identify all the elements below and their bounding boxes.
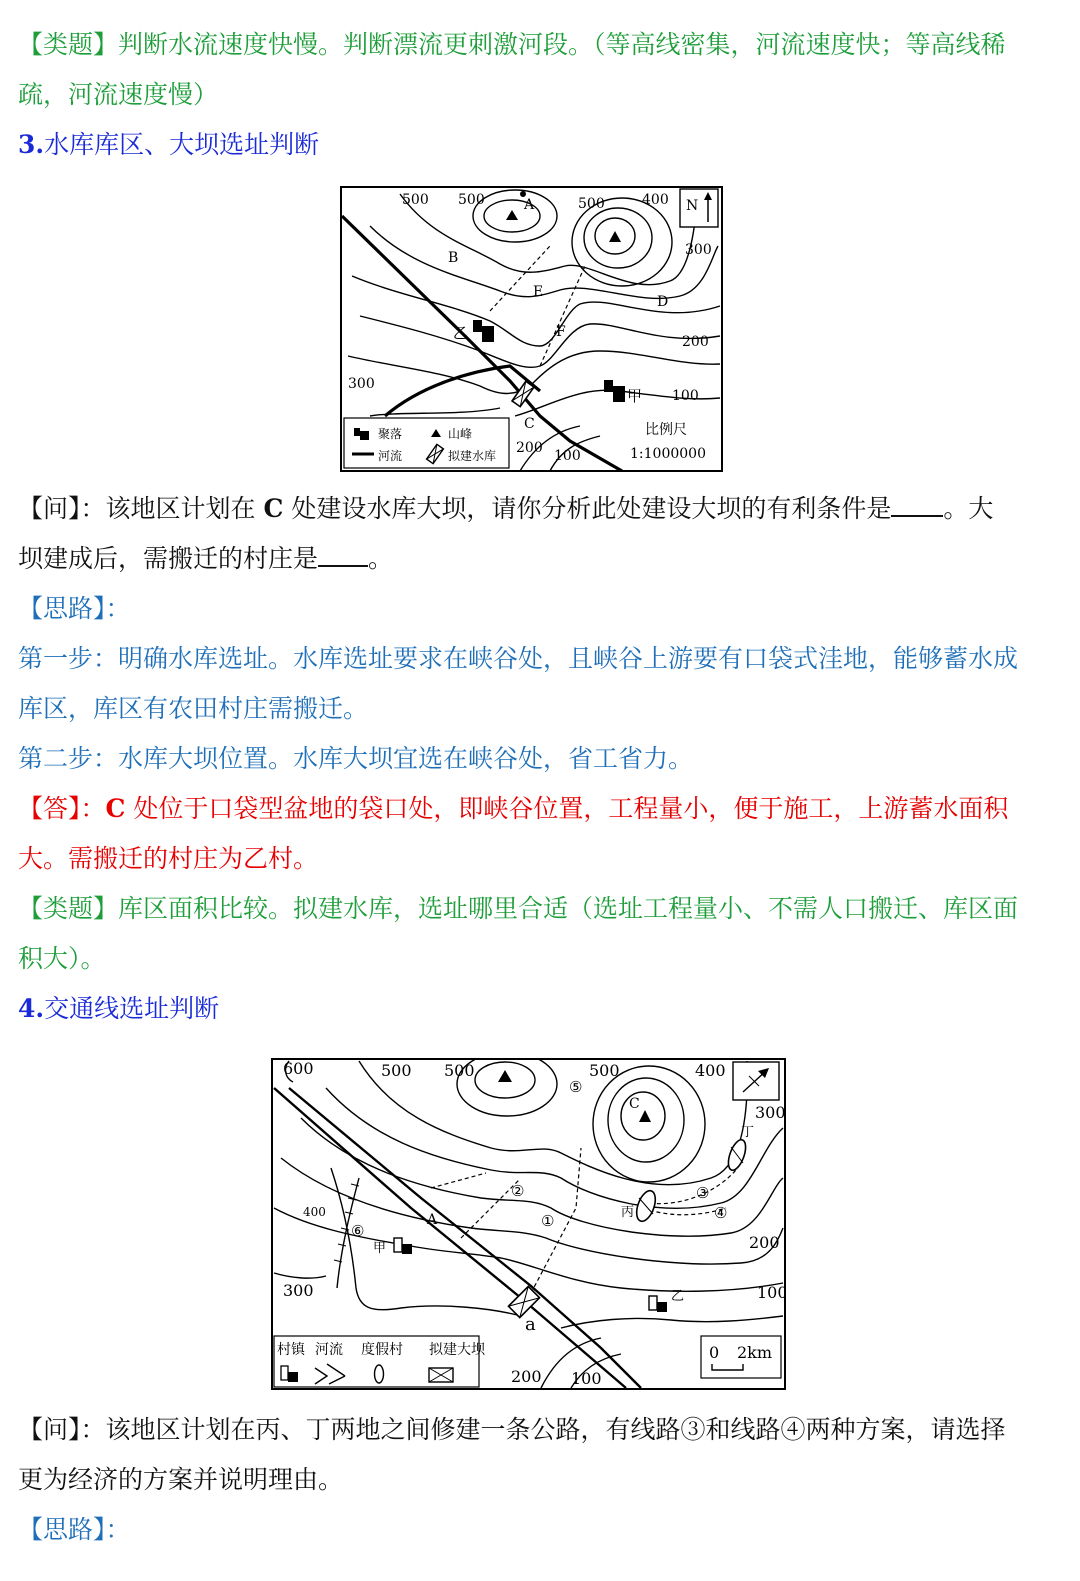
leitai-line-1 (18, 884, 1050, 934)
legend-label: 山峰 (448, 427, 473, 441)
point-label: C (629, 1096, 640, 1112)
silu-colon: ： (105, 1515, 131, 1544)
point-label: B (448, 250, 459, 266)
scale-value: 2km (737, 1343, 773, 1362)
answer-text: 大。需搬迁的村庄为乙村。 (18, 844, 319, 873)
step-text: 第一步：明确水库选址。水库选址要求在峡谷处，且峡谷上游要有口袋式洼地，能够蓄水成 (18, 644, 1019, 673)
contour-label: 100 (757, 1283, 786, 1302)
contour-label: 200 (682, 334, 709, 350)
leitai-line-2 (18, 934, 1050, 984)
resort-icon (375, 1365, 384, 1383)
leitai-line-2 (18, 70, 1050, 120)
legend-label: 聚落 (378, 427, 403, 441)
village-label: 乙 (453, 324, 469, 342)
question-text: 。 (368, 544, 394, 573)
question-text: ：该地区计划在丙、丁两地之间修建一条公路，有线路③和线路④两种方案，请选择 (80, 1415, 1006, 1444)
contour-label: 200 (749, 1233, 780, 1252)
silu-colon: ： (105, 594, 131, 623)
contour-label: 500 (589, 1061, 620, 1080)
answer-text: C (105, 794, 126, 823)
contour-label: 300 (685, 242, 712, 258)
question-text: C (263, 494, 284, 523)
answer-line-1 (18, 784, 1050, 834)
contour-label: 600 (283, 1059, 314, 1078)
answer-tag: 【答】 (18, 794, 81, 823)
contour-label: 400 (303, 1205, 326, 1219)
point-label: D (657, 294, 669, 310)
question-line-1 (18, 1405, 1050, 1455)
village-label: 乙 (671, 1289, 685, 1304)
question-text: 坝建成后，需搬迁的村庄是 (18, 544, 319, 573)
section-number: 3. (18, 130, 45, 159)
village-label: 甲 (627, 387, 643, 405)
point-label: C (524, 416, 535, 432)
leitai-tag: 【类题】 (18, 30, 119, 59)
leitai-text: 积大）。 (18, 944, 106, 973)
contour-label: 400 (642, 192, 669, 208)
legend-label: 河流 (315, 1342, 343, 1358)
point-label: A (524, 197, 535, 213)
silu-tag: 【思路】 (18, 1515, 106, 1544)
contour-label: 500 (578, 196, 605, 212)
silu-tag: 【思路】 (18, 594, 106, 623)
scale-value: 1:1000000 (630, 446, 706, 462)
scale-title: 比例尺 (645, 422, 687, 438)
village-label: 甲 (373, 1241, 387, 1256)
step1-line-2 (18, 684, 1050, 734)
village-label: 丙 (621, 1205, 635, 1220)
route-label: ⑤ (569, 1078, 583, 1096)
legend-label: 河流 (378, 449, 403, 463)
step-text: 库区，库区有农田村庄需搬迁。 (18, 694, 369, 723)
leitai-text: 判断水流速度快慢。判断漂流更刺激河段。（等高线密集，河流速度快；等高线稀 (118, 30, 1006, 59)
village-label: 丁 (741, 1125, 755, 1140)
question-text: ：该地区计划在 (80, 494, 264, 523)
legend-label: 拟建水库 (448, 449, 497, 463)
route-label: ④ (714, 1204, 728, 1222)
north-label: N (686, 198, 699, 214)
question-tag: 【问】 (18, 494, 81, 523)
contour-label: 100 (672, 388, 699, 404)
road-route-contour-map (271, 1058, 786, 1390)
section-4-heading (18, 984, 1050, 1034)
step1-line-1 (18, 634, 1050, 684)
section-number: 4. (18, 994, 45, 1023)
contour-label: 300 (348, 376, 375, 392)
question-text: 。大 (943, 494, 994, 523)
answer-text: 处位于口袋型盆地的袋口处，即峡谷位置，工程量小，便于施工，上游蓄水面积 (125, 794, 1009, 823)
contour-label: 300 (755, 1103, 786, 1122)
answer-line-2 (18, 834, 1050, 884)
route-label: ③ (696, 1184, 710, 1202)
contour-label: 400 (695, 1061, 726, 1080)
legend-label: 拟建大坝 (429, 1342, 485, 1358)
section-title: 水库库区、大坝选址判断 (44, 130, 320, 159)
section-3-heading (18, 120, 1050, 170)
question-line-2 (18, 1455, 1050, 1505)
contour-label: 500 (402, 192, 429, 208)
question-text: 处建设水库大坝，请你分析此处建设大坝的有利条件是 (283, 494, 892, 523)
section-title: 交通线选址判断 (44, 994, 220, 1023)
legend-label: 村镇 (277, 1342, 305, 1358)
answer-blank[interactable] (318, 565, 368, 567)
question-text: 更为经济的方案并说明理由。 (18, 1465, 344, 1494)
contour-label: 500 (444, 1061, 475, 1080)
step2-line (18, 734, 1050, 784)
leitai-text: 疏，河流速度慢） (18, 80, 219, 109)
contour-label: 200 (511, 1367, 542, 1386)
route-label: ① (541, 1212, 555, 1230)
leitai-text: 库区面积比较。拟建水库，选址哪里合适（选址工程量小、不需人口搬迁、库区面 (118, 894, 1019, 923)
answer-blank[interactable] (891, 515, 943, 517)
leitai-line-1 (18, 20, 1050, 70)
question-line-1 (18, 484, 1050, 534)
contour-label: 500 (458, 192, 485, 208)
contour-label: 200 (516, 440, 543, 456)
answer-text: ： (80, 794, 106, 823)
scale-zero: 0 (709, 1343, 720, 1362)
question-line-2 (18, 534, 1050, 584)
point-label: a (525, 1314, 536, 1335)
settlement-icon (354, 428, 360, 436)
dam-icon (429, 1368, 453, 1382)
legend-label: 度假村 (361, 1342, 403, 1358)
silu-heading (18, 1505, 1050, 1555)
leitai-tag: 【类题】 (18, 894, 119, 923)
point-label: F (556, 324, 566, 340)
reservoir-contour-map (340, 186, 723, 472)
contour-label: 500 (381, 1061, 412, 1080)
contour-label: 100 (554, 448, 581, 464)
contour-label: 300 (283, 1281, 314, 1300)
step-text: 第二步：水库大坝位置。水库大坝宜选在峡谷处，省工省力。 (18, 744, 694, 773)
route-label: ⑥ (351, 1222, 365, 1240)
silu-heading (18, 584, 1050, 634)
point-label: E (533, 284, 544, 300)
point-label: A (427, 1212, 438, 1228)
route-label: ② (511, 1182, 525, 1200)
question-tag: 【问】 (18, 1415, 81, 1444)
contour-label: 100 (571, 1369, 602, 1388)
